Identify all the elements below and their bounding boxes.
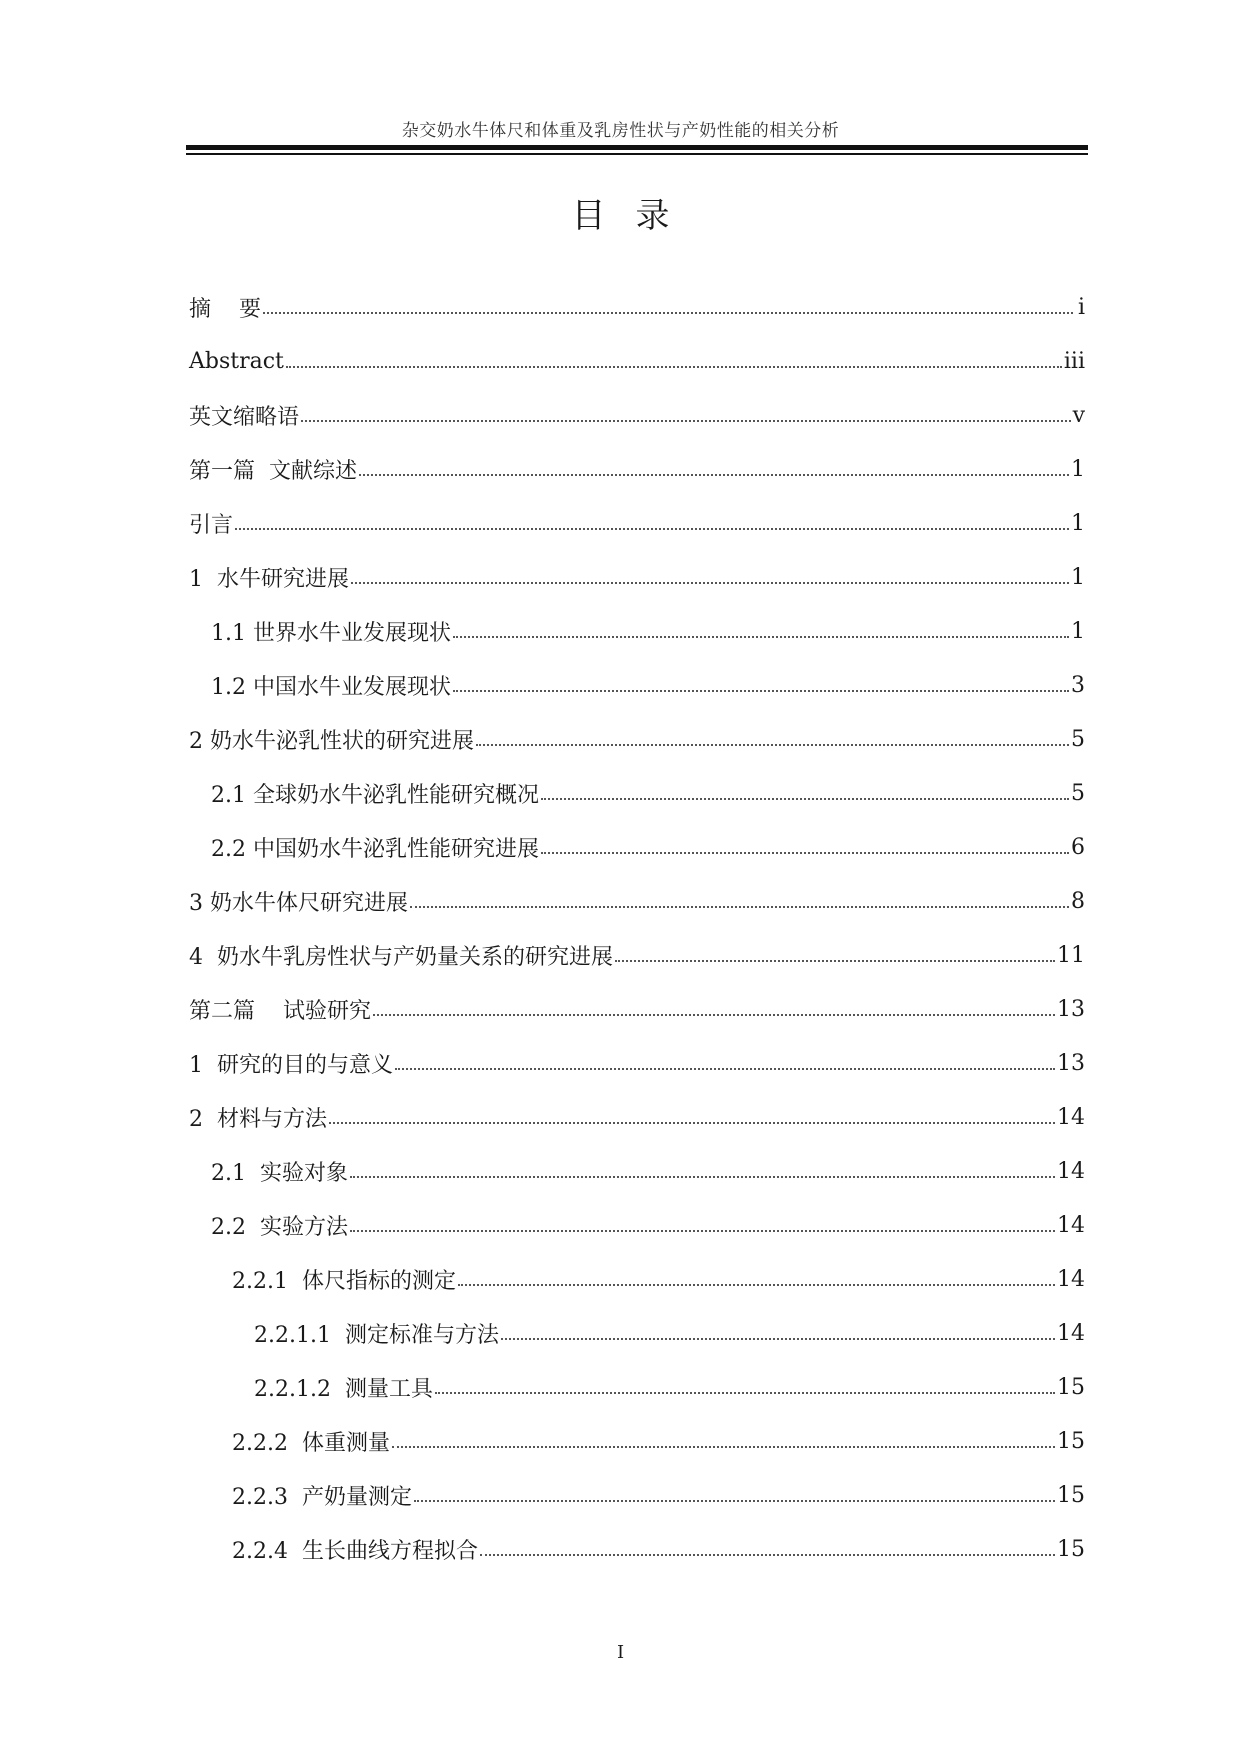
toc-entry-page-number: 5 bbox=[1071, 726, 1085, 752]
toc-entry[interactable] bbox=[189, 982, 1085, 1036]
toc-entry-page-number: 5 bbox=[1071, 780, 1085, 806]
toc-entry[interactable] bbox=[189, 1522, 1085, 1576]
toc-entry-page-number: 15 bbox=[1057, 1482, 1085, 1508]
toc-entry[interactable] bbox=[189, 1198, 1085, 1252]
running-header-title: 杂交奶水牛体尺和体重及乳房性状与产奶性能的相关分析 bbox=[401, 121, 840, 141]
toc-entry-page-number: 3 bbox=[1071, 672, 1085, 698]
toc-entry[interactable] bbox=[189, 1090, 1085, 1144]
toc-entry[interactable] bbox=[189, 334, 1085, 388]
dot-leader bbox=[480, 1554, 1055, 1556]
toc-entry[interactable] bbox=[189, 874, 1085, 928]
toc-heading: 目录 bbox=[571, 196, 700, 236]
toc-list bbox=[189, 280, 1085, 1576]
toc-entry-page-number: 14 bbox=[1057, 1104, 1085, 1130]
toc-entry-title: 2 材料与方法 bbox=[189, 1106, 327, 1132]
dot-leader bbox=[286, 366, 1062, 368]
toc-entry-page-number: 8 bbox=[1071, 888, 1085, 914]
dot-leader bbox=[351, 582, 1069, 584]
toc-entry-title: 2.1 实验对象 bbox=[211, 1160, 348, 1186]
footer-page-number: I bbox=[616, 1642, 625, 1663]
dot-leader bbox=[359, 474, 1069, 476]
dot-leader bbox=[453, 636, 1069, 638]
toc-entry[interactable] bbox=[189, 1252, 1085, 1306]
toc-entry-title: 4 奶水牛乳房性状与产奶量关系的研究进展 bbox=[189, 944, 613, 970]
header-rule-thick bbox=[186, 145, 1088, 150]
toc-entry-page-number: 6 bbox=[1071, 834, 1085, 860]
toc-entry-page-number: 14 bbox=[1057, 1266, 1085, 1292]
toc-entry[interactable] bbox=[189, 1414, 1085, 1468]
toc-entry-page-number: 1 bbox=[1071, 564, 1085, 590]
toc-entry-page-number: v bbox=[1072, 402, 1085, 428]
toc-entry-title: 1 研究的目的与意义 bbox=[189, 1052, 393, 1078]
dot-leader bbox=[476, 744, 1069, 746]
toc-entry-title: 2.2 实验方法 bbox=[211, 1214, 348, 1240]
toc-entry-page-number: 11 bbox=[1057, 942, 1085, 968]
toc-entry-title: 摘 要 bbox=[189, 296, 261, 322]
dot-leader bbox=[541, 852, 1069, 854]
dot-leader bbox=[410, 906, 1069, 908]
dot-leader bbox=[350, 1176, 1055, 1178]
toc-entry[interactable] bbox=[189, 550, 1085, 604]
toc-entry[interactable] bbox=[189, 658, 1085, 712]
toc-entry-title: 3 奶水牛体尺研究进展 bbox=[189, 890, 408, 916]
toc-entry-title: 2.2.3 产奶量测定 bbox=[232, 1484, 412, 1510]
toc-entry[interactable] bbox=[189, 820, 1085, 874]
toc-entry-page-number: 13 bbox=[1057, 996, 1085, 1022]
toc-entry[interactable] bbox=[189, 442, 1085, 496]
toc-entry-page-number: 1 bbox=[1071, 618, 1085, 644]
toc-entry-page-number: iii bbox=[1063, 348, 1085, 374]
dot-leader bbox=[329, 1122, 1055, 1124]
toc-entry-page-number: 13 bbox=[1057, 1050, 1085, 1076]
dot-leader bbox=[263, 312, 1073, 314]
toc-entry[interactable] bbox=[189, 1360, 1085, 1414]
toc-entry-page-number: 1 bbox=[1071, 456, 1085, 482]
toc-entry-title: 2.1 全球奶水牛泌乳性能研究概况 bbox=[211, 782, 539, 808]
dot-leader bbox=[373, 1014, 1055, 1016]
toc-entry-title: 1.2 中国水牛业发展现状 bbox=[211, 674, 451, 700]
toc-entry[interactable] bbox=[189, 766, 1085, 820]
toc-entry-page-number: 15 bbox=[1057, 1428, 1085, 1454]
dot-leader bbox=[501, 1338, 1055, 1340]
toc-entry-page-number: 15 bbox=[1057, 1374, 1085, 1400]
toc-entry-title: 1 水牛研究进展 bbox=[189, 566, 349, 592]
toc-entry-title: 2.2.4 生长曲线方程拟合 bbox=[232, 1538, 478, 1564]
dot-leader bbox=[395, 1068, 1055, 1070]
dot-leader bbox=[435, 1392, 1055, 1394]
toc-entry-title: 2.2.1.2 测量工具 bbox=[254, 1376, 433, 1402]
toc-entry-title: 2.2.1.1 测定标准与方法 bbox=[254, 1322, 499, 1348]
dot-leader bbox=[615, 960, 1055, 962]
toc-entry-title: 2 奶水牛泌乳性状的研究进展 bbox=[189, 728, 474, 754]
toc-entry[interactable] bbox=[189, 280, 1085, 334]
toc-entry[interactable] bbox=[189, 712, 1085, 766]
toc-entry-title: 2.2.1 体尺指标的测定 bbox=[232, 1268, 456, 1294]
dot-leader bbox=[301, 420, 1071, 422]
toc-entry[interactable] bbox=[189, 1306, 1085, 1360]
dot-leader bbox=[541, 798, 1069, 800]
toc-entry[interactable] bbox=[189, 1036, 1085, 1090]
dot-leader bbox=[235, 528, 1069, 530]
toc-entry[interactable] bbox=[189, 604, 1085, 658]
toc-entry[interactable] bbox=[189, 1144, 1085, 1198]
header-rule-thin bbox=[186, 153, 1088, 155]
dot-leader bbox=[392, 1446, 1055, 1448]
toc-entry-title: 2.2.2 体重测量 bbox=[232, 1430, 390, 1456]
toc-entry-page-number: 1 bbox=[1071, 510, 1085, 536]
toc-entry-page-number: 14 bbox=[1057, 1158, 1085, 1184]
dot-leader bbox=[458, 1284, 1055, 1286]
toc-entry-title: 英文缩略语 bbox=[189, 404, 300, 430]
toc-entry[interactable] bbox=[189, 1468, 1085, 1522]
toc-entry-title: Abstract bbox=[189, 348, 284, 374]
toc-entry-page-number: i bbox=[1077, 294, 1085, 320]
toc-entry[interactable] bbox=[189, 496, 1085, 550]
toc-entry-page-number: 14 bbox=[1057, 1320, 1085, 1346]
toc-entry-title: 1.1 世界水牛业发展现状 bbox=[211, 620, 451, 646]
toc-entry-title: 2.2 中国奶水牛泌乳性能研究进展 bbox=[211, 836, 539, 862]
toc-entry-page-number: 15 bbox=[1057, 1536, 1085, 1562]
dot-leader bbox=[414, 1500, 1055, 1502]
dot-leader bbox=[453, 690, 1069, 692]
toc-entry-title: 第二篇 试验研究 bbox=[189, 998, 371, 1024]
dot-leader bbox=[350, 1230, 1055, 1232]
toc-entry[interactable] bbox=[189, 388, 1085, 442]
toc-entry-title: 引言 bbox=[189, 512, 234, 538]
toc-entry-title: 第一篇 文献综述 bbox=[189, 458, 357, 484]
toc-entry[interactable] bbox=[189, 928, 1085, 982]
toc-entry-page-number: 14 bbox=[1057, 1212, 1085, 1238]
